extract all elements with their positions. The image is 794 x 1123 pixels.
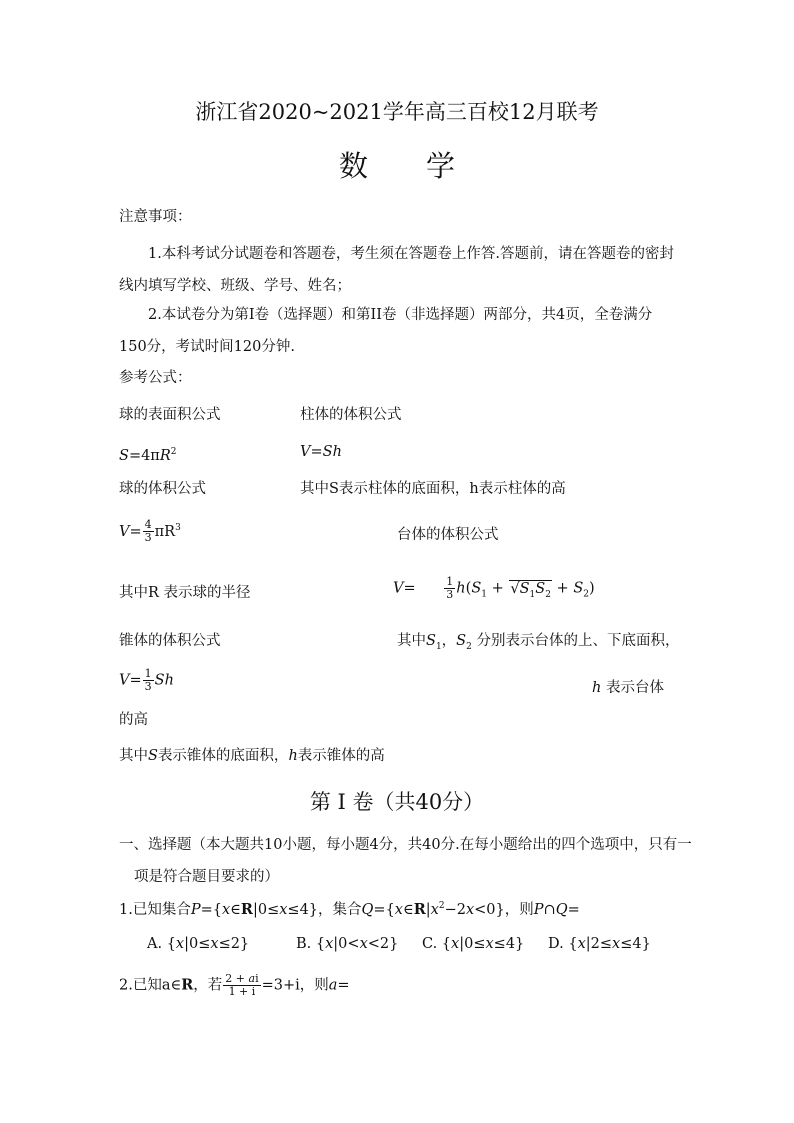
question-1-stem: 1.已知集合P={x∈R|0≤x≤4}，集合$Q=\{x\in R|x^2-2x<0\}$，则P∩Q=: [119, 900, 580, 918]
cone-volume-label: 锥体的体积公式: [119, 633, 221, 649]
prism-volume-formula: V=Sh: [300, 444, 342, 460]
sphere-radius-note: 其中R 表示球的半径: [119, 585, 251, 601]
cone-volume-formula: V= $\frac{1}{3}$ Sh: [119, 667, 174, 693]
formulas-heading: 参考公式：: [119, 370, 192, 386]
sphere-area-formula: $S=4\pi R^2$: [119, 447, 177, 464]
prism-note: 其中S表示柱体的底面积，h表示柱体的高: [300, 481, 566, 497]
question-1-option-c[interactable]: C. {x|0≤x≤4}: [422, 936, 525, 952]
section-instruction: 一、选择题（本大题共10小题，每小题4分，共40分.在每小题给出的四个选项中，只有一项是符合题目要求的）: [119, 837, 692, 885]
sphere-volume-label: 球的体积公式: [119, 481, 206, 497]
frustum-note-1: 其中$S_1$，$S_2$ 分别表示台体的上、下底面积，: [397, 633, 680, 652]
question-1-option-d[interactable]: D. {x|2≤x≤4}: [548, 936, 651, 952]
cone-note: 其中S表示锥体的底面积，h表示锥体的高: [119, 748, 385, 764]
notice-item-1: 1.本科考试分试题卷和答题卷，考生须在答题卷上作答.答题前，请在答题卷的密封线内填写学校、班级、学号、姓名；: [119, 246, 674, 294]
sphere-area-label: 球的表面积公式: [119, 407, 221, 423]
frustum-volume-formula: V= $\frac{1}{3}$ $h(S_1 + √S_1S_2 + S_2)$: [393, 575, 595, 601]
exam-title: 浙江省2020~2021学年高三百校12月联考: [195, 100, 599, 124]
question-1-option-b[interactable]: B. {x|0<x<2}: [296, 936, 399, 952]
prism-volume-label: 柱体的体积公式: [300, 407, 402, 423]
question-2-stem: 2.已知a∈R，若 $\frac{2 + ai}{1 + i}$ =3+i，则a=: [119, 972, 350, 998]
notice-item-2: 2.本试卷分为第I卷（选择题）和第II卷（非选择题）两部分，共4页，全卷满分150分，考试时间120分钟.: [119, 307, 653, 355]
subject-title: 数学: [338, 149, 513, 183]
frustum-note-3: 的高: [119, 712, 148, 728]
frustum-note-2: h 表示台体: [592, 680, 664, 696]
sphere-volume-formula: V= $\frac{4}{3}$ $\pi R^3$: [119, 518, 181, 545]
frustum-volume-label: 台体的体积公式: [397, 527, 499, 543]
question-1-option-a[interactable]: A. {x|0≤x≤2}: [147, 936, 250, 952]
section-title: 第 I 卷（共40分）: [309, 790, 485, 814]
notice-heading: 注意事项：: [119, 209, 192, 225]
